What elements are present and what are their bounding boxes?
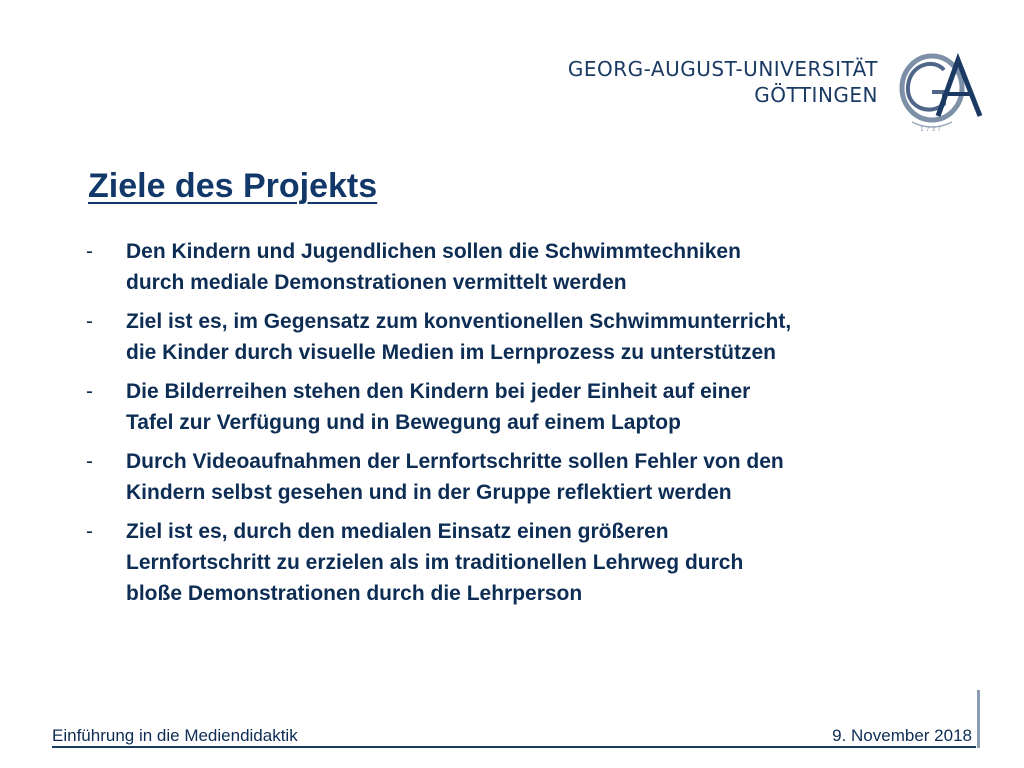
bullet-text: Den Kindern und Jugendlichen sollen die Schwimmtechniken durch mediale Demonstrationen vermittelt werden xyxy=(126,240,741,294)
bullet-list xyxy=(84,236,964,617)
bullet-item xyxy=(84,236,964,298)
university-logo xyxy=(568,50,990,134)
university-seal-icon xyxy=(892,50,990,134)
footer-divider xyxy=(52,746,976,748)
bullet-item xyxy=(84,516,964,609)
bullet-item xyxy=(84,446,964,508)
bullet-marker: - xyxy=(86,450,93,473)
bullet-item xyxy=(84,376,964,438)
bullet-marker: - xyxy=(86,380,93,403)
bullet-text: Ziel ist es, durch den medialen Einsatz einen größeren Lernfortschritt zu erzielen als im traditionellen Lehrweg durch bloße Demonstrationen durch die Lehrperson xyxy=(126,520,744,605)
bullet-marker: - xyxy=(86,520,93,543)
bullet-text: Durch Videoaufnahmen der Lernfortschritte sollen Fehler von den Kindern selbst gesehen und in der Gruppe reflektiert werden xyxy=(126,450,784,504)
bullet-text: Die Bilderreihen stehen den Kindern bei jeder Einheit auf einer Tafel zur Verfügung und in Bewegung auf einem Laptop xyxy=(126,380,751,434)
slide-title: Ziele des Projekts xyxy=(88,167,378,205)
bullet-text: Ziel ist es, im Gegensatz zum konventionellen Schwimmunterricht, die Kinder durch visuelle Medien im Lernprozess zu unterstützen xyxy=(126,310,792,364)
university-name xyxy=(568,56,878,108)
university-name-line2: GÖTTINGEN xyxy=(754,83,878,107)
footer-divider-vertical xyxy=(977,690,980,748)
footer-date: 9. November 2018 xyxy=(832,726,972,745)
bullet-marker: - xyxy=(86,310,93,333)
bullet-marker: - xyxy=(86,240,93,263)
footer-course-title: Einführung in die Mediendidaktik xyxy=(52,726,298,745)
bullet-item xyxy=(84,306,964,368)
svg-text:1 7 3 7: 1 7 3 7 xyxy=(920,126,941,133)
university-name-line1: GEORG-AUGUST-UNIVERSITÄT xyxy=(567,57,878,81)
